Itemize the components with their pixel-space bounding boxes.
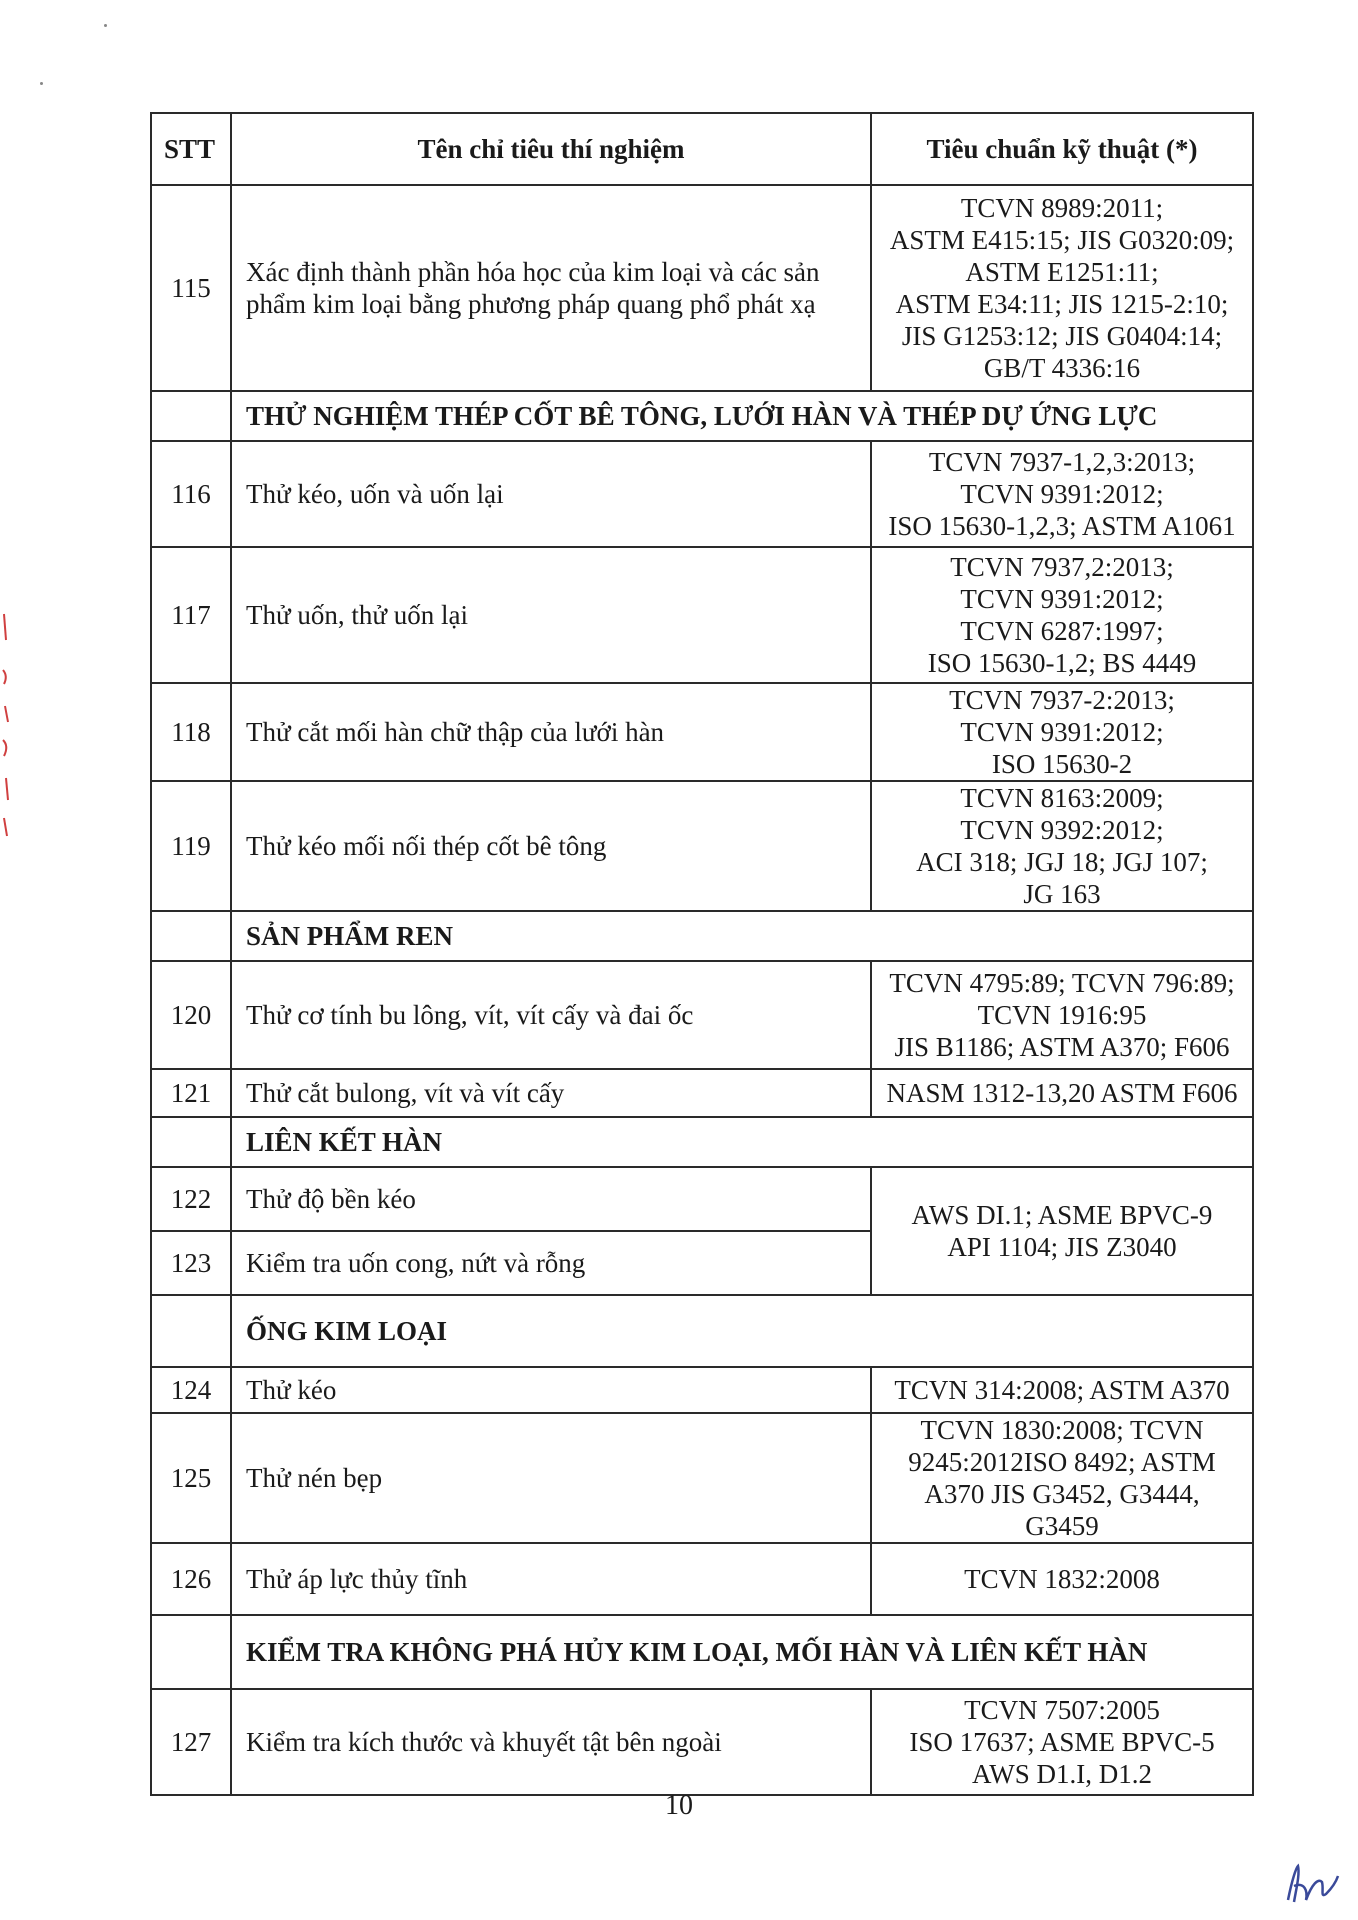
standard-line: AWS D1.I, D1.2 — [971, 1759, 1153, 1789]
standards-table — [150, 112, 1254, 1796]
test-name-cell — [231, 185, 871, 391]
test-name-line: Thử cắt bulong, vít và vít cấy — [246, 1078, 565, 1108]
page-number: 10 — [665, 1790, 693, 1821]
table-row — [151, 781, 1253, 911]
standard-line: TCVN 6287:1997; — [960, 616, 1164, 646]
test-name-cell: Kiểm tra uốn cong, nứt và rỗng — [231, 1231, 871, 1295]
stt-cell: 124 — [151, 1367, 231, 1413]
standard-cell — [871, 1543, 1253, 1615]
standard-line: TCVN 1832:2008 — [964, 1564, 1160, 1594]
test-name-cell: Thử độ bền kéo — [231, 1167, 871, 1231]
standard-line: G3459 — [1025, 1511, 1099, 1541]
standard-line: TCVN 9392:2012; — [960, 815, 1164, 845]
table-row — [151, 1689, 1253, 1795]
scan-speck — [104, 24, 107, 27]
test-name-cell — [231, 1413, 871, 1543]
table-row — [151, 1367, 1253, 1413]
section-title: LIÊN KẾT HÀN — [231, 1117, 1253, 1167]
table-header-row — [151, 113, 1253, 185]
standard-cell — [871, 547, 1253, 683]
test-name-cell — [231, 547, 871, 683]
test-name-line: Xác định thành phần hóa học của kim loại và các sản — [246, 257, 820, 287]
section-title: KIỂM TRA KHÔNG PHÁ HỦY KIM LOẠI, MỐI HÀN VÀ LIÊN KẾT HÀN — [231, 1615, 1253, 1689]
table-row — [151, 1167, 1253, 1231]
standard-line: ASTM E415:15; JIS G0320:09; — [889, 225, 1235, 255]
table-body — [151, 185, 1253, 1795]
section-row — [151, 391, 1253, 441]
stt-cell: 117 — [151, 547, 231, 683]
test-name-line: Thử kéo mối nối thép cốt bê tông — [246, 831, 607, 861]
test-name-line: Thử cơ tính bu lông, vít, vít cấy và đai ốc — [246, 1000, 694, 1030]
standard-line: TCVN 7937,2:2013; — [950, 552, 1174, 582]
standard-cell — [871, 1069, 1253, 1117]
section-stt-cell — [151, 1295, 231, 1367]
standard-line: TCVN 1916:95 — [977, 1000, 1147, 1030]
standard-line: JG 163 — [1023, 879, 1101, 909]
stt-cell: 122 — [151, 1167, 231, 1231]
standard-line: TCVN 314:2008; ASTM A370 — [894, 1375, 1230, 1405]
standard-cell — [871, 1413, 1253, 1543]
standard-line: AWS DI.1; ASME BPVC-9 — [911, 1200, 1213, 1230]
test-name-line: Thử kéo — [246, 1375, 337, 1405]
standard-line: ISO 15630-1,2; BS 4449 — [927, 648, 1197, 678]
test-name-cell — [231, 781, 871, 911]
stt-cell: 121 — [151, 1069, 231, 1117]
standard-line: TCVN 7937-2:2013; — [949, 685, 1175, 715]
standard-line: ISO 17637; ASME BPVC-5 — [909, 1727, 1215, 1757]
table-row — [151, 683, 1253, 781]
standard-line: A370 JIS G3452, G3444, — [924, 1479, 1200, 1509]
test-name-line: Thử nén bẹp — [246, 1463, 383, 1493]
section-stt-cell — [151, 391, 231, 441]
standard-line: TCVN 1830:2008; TCVN — [920, 1415, 1204, 1445]
test-name-cell — [231, 1367, 871, 1413]
table-row — [151, 1069, 1253, 1117]
test-name-line: Thử kéo, uốn và uốn lại — [246, 479, 504, 509]
table-row — [151, 441, 1253, 547]
section-title: SẢN PHẨM REN — [231, 911, 1253, 961]
standard-cell — [871, 683, 1253, 781]
standard-line: TCVN 9391:2012; — [960, 479, 1164, 509]
section-row — [151, 1615, 1253, 1689]
header-stt: STT — [151, 113, 231, 185]
standard-line: GB/T 4336:16 — [983, 353, 1141, 383]
standard-line: TCVN 8989:2011; — [960, 193, 1164, 223]
test-name-line: Kiểm tra kích thước và khuyết tật bên ngoài — [246, 1727, 722, 1757]
test-name-cell — [231, 1689, 871, 1795]
standard-line: ISO 15630-1,2,3; ASTM A1061 — [888, 511, 1236, 541]
stt-cell: 118 — [151, 683, 231, 781]
stt-cell: 116 — [151, 441, 231, 547]
section-title: THỬ NGHIỆM THÉP CỐT BÊ TÔNG, LƯỚI HÀN VÀ THÉP DỰ ỨNG LỰC — [231, 391, 1253, 441]
standard-line: 9245:2012ISO 8492; ASTM — [908, 1447, 1216, 1477]
section-title: ỐNG KIM LOẠI — [231, 1295, 1253, 1367]
standard-line: TCVN 8163:2009; — [960, 783, 1164, 813]
test-name-cell — [231, 1543, 871, 1615]
section-stt-cell — [151, 911, 231, 961]
table-row — [151, 961, 1253, 1069]
standard-line: ASTM E1251:11; — [965, 257, 1159, 287]
stt-cell: 123 — [151, 1231, 231, 1295]
section-row — [151, 911, 1253, 961]
table-row — [151, 185, 1253, 391]
standard-line: TCVN 9391:2012; — [960, 584, 1164, 614]
standard-cell — [871, 961, 1253, 1069]
header-test-name: Tên chỉ tiêu thí nghiệm — [231, 113, 871, 185]
table-row — [151, 1413, 1253, 1543]
standard-line: JIS B1186; ASTM A370; F606 — [894, 1032, 1230, 1062]
stt-cell: 120 — [151, 961, 231, 1069]
test-name-cell — [231, 683, 871, 781]
standard-line: ASTM E34:11; JIS 1215-2:10; — [895, 289, 1229, 319]
standard-line: NASM 1312-13,20 ASTM F606 — [886, 1078, 1238, 1108]
table-row — [151, 1543, 1253, 1615]
test-name-cell — [231, 961, 871, 1069]
scan-speck — [40, 82, 43, 85]
stt-cell: 115 — [151, 185, 231, 391]
section-stt-cell — [151, 1117, 231, 1167]
standard-line: ISO 15630-2 — [991, 749, 1133, 779]
standard-line: TCVN 7937-1,2,3:2013; — [928, 447, 1196, 477]
standard-cell — [871, 185, 1253, 391]
red-stamp-edge — [0, 610, 14, 840]
section-stt-cell — [151, 1615, 231, 1689]
table-row — [151, 547, 1253, 683]
stt-cell: 125 — [151, 1413, 231, 1543]
stt-cell: 127 — [151, 1689, 231, 1795]
standard-cell — [871, 441, 1253, 547]
stt-cell: 119 — [151, 781, 231, 911]
test-name-line: phẩm kim loại bằng phương pháp quang phổ phát xạ — [246, 289, 816, 319]
standard-line: ACI 318; JGJ 18; JGJ 107; — [916, 847, 1208, 877]
standard-line: TCVN 4795:89; TCVN 796:89; — [889, 968, 1235, 998]
standard-cell — [871, 781, 1253, 911]
standard-cell — [871, 1689, 1253, 1795]
test-name-cell — [231, 441, 871, 547]
header-standard: Tiêu chuẩn kỹ thuật (*) — [871, 113, 1253, 185]
stt-cell: 126 — [151, 1543, 231, 1615]
standard-cell — [871, 1367, 1253, 1413]
standard-line: TCVN 9391:2012; — [960, 717, 1164, 747]
test-name-line: Thử cắt mối hàn chữ thập của lưới hàn — [246, 717, 665, 747]
section-row — [151, 1295, 1253, 1367]
standard-line: JIS G1253:12; JIS G0404:14; — [901, 321, 1223, 351]
standard-cell — [871, 1167, 1253, 1295]
section-row — [151, 1117, 1253, 1167]
standard-line: TCVN 7507:2005 — [964, 1695, 1160, 1725]
test-name-cell — [231, 1069, 871, 1117]
standard-line: API 1104; JIS Z3040 — [947, 1232, 1177, 1262]
signature-mark — [1282, 1860, 1342, 1908]
test-name-line: Thử uốn, thử uốn lại — [246, 600, 468, 630]
test-name-line: Thử áp lực thủy tĩnh — [246, 1564, 468, 1594]
